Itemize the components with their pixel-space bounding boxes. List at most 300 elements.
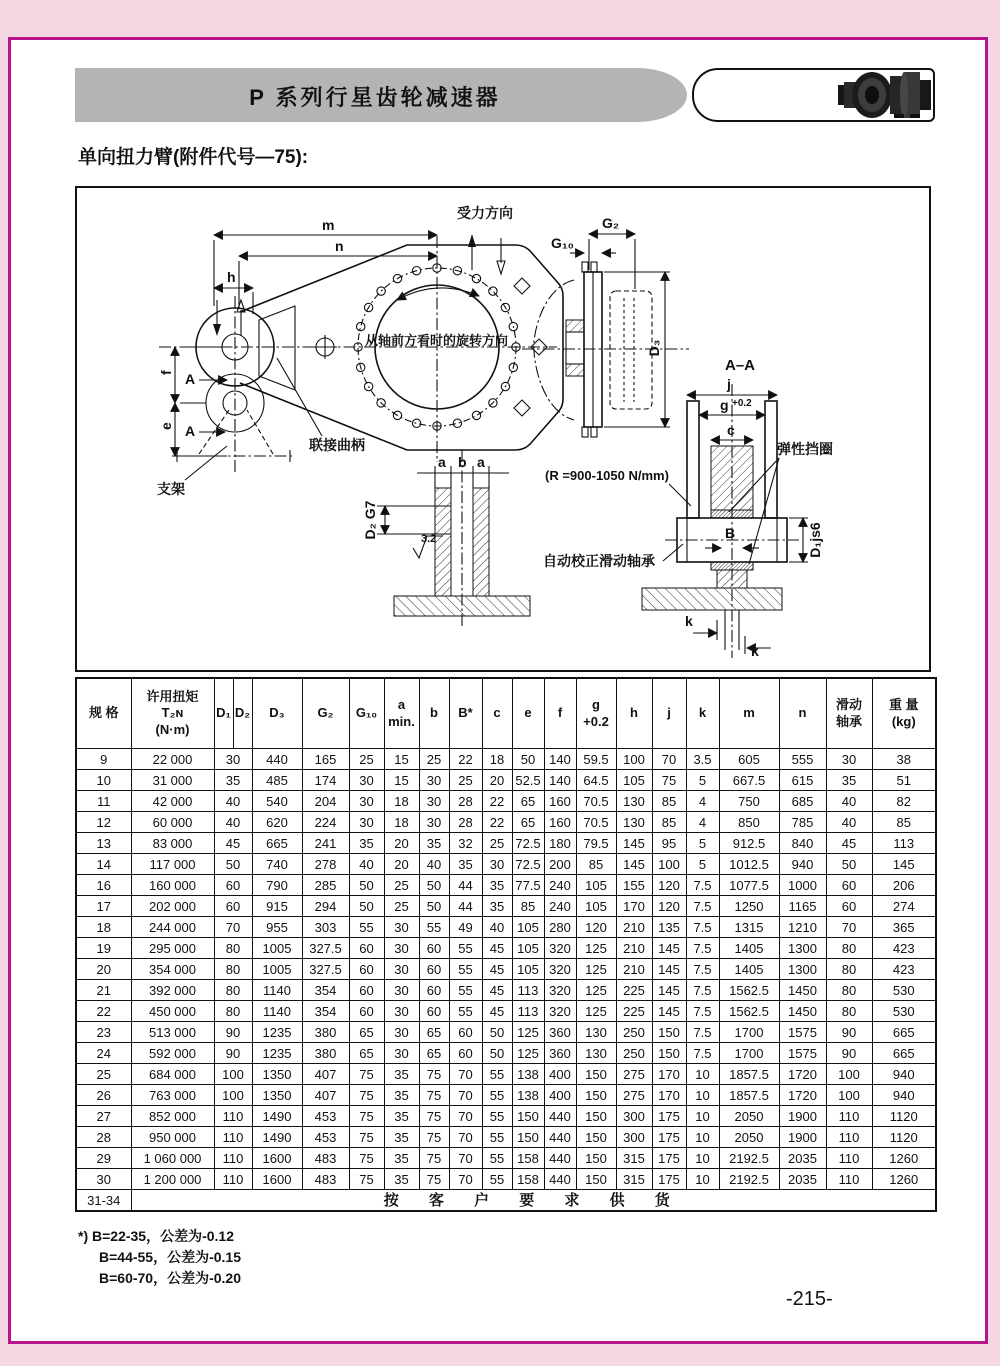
cell: 60: [449, 1043, 482, 1064]
cell: 206: [872, 875, 936, 896]
cell: 407: [302, 1085, 349, 1106]
cell: 240: [544, 896, 576, 917]
table-row: [76, 749, 936, 770]
cell: 423: [872, 938, 936, 959]
cell: 145: [652, 938, 686, 959]
cell: 30: [482, 854, 512, 875]
cell: 65: [349, 1043, 384, 1064]
dim-label-j: j: [727, 376, 731, 392]
cell: 75: [419, 1064, 449, 1085]
bracket-label: 支架: [157, 481, 185, 497]
cell: 110: [214, 1106, 252, 1127]
cell: 35: [384, 1064, 419, 1085]
table-row: [76, 770, 936, 791]
cell: 70: [652, 749, 686, 770]
cell: 150: [652, 1022, 686, 1043]
cell: 150: [512, 1127, 544, 1148]
table-row: [76, 938, 936, 959]
cell: 2192.5: [719, 1148, 779, 1169]
cell: 1 200 000: [131, 1169, 214, 1190]
cell: 22 000: [131, 749, 214, 770]
cell: 55: [482, 1106, 512, 1127]
cell: 145: [652, 959, 686, 980]
cell: 1300: [779, 959, 826, 980]
table-row: [76, 896, 936, 917]
cell: 30: [349, 812, 384, 833]
cell: 555: [779, 749, 826, 770]
cell: 110: [826, 1169, 872, 1190]
cell: 26: [76, 1085, 131, 1106]
cell: 1120: [872, 1127, 936, 1148]
cell: 483: [302, 1169, 349, 1190]
cell: 20: [384, 854, 419, 875]
cell: 85: [872, 812, 936, 833]
cell: 50: [349, 896, 384, 917]
cell: 1720: [779, 1085, 826, 1106]
cell: 1140: [252, 980, 302, 1001]
cell: 1562.5: [719, 1001, 779, 1022]
cell: 100: [616, 749, 652, 770]
cell: 4: [686, 812, 719, 833]
cell: 85: [652, 791, 686, 812]
cell: 35: [384, 1127, 419, 1148]
cell: 72.5: [512, 833, 544, 854]
table-row: [76, 875, 936, 896]
cell: 105: [576, 896, 616, 917]
cell: 10: [686, 1064, 719, 1085]
cell: 360: [544, 1022, 576, 1043]
column-header: G₁₀: [349, 678, 384, 749]
dim-label-g: g: [720, 397, 729, 413]
cell: 55: [349, 917, 384, 938]
column-header: g +0.2: [576, 678, 616, 749]
cell: 45: [482, 959, 512, 980]
cell: 1405: [719, 938, 779, 959]
technical-diagram: [77, 188, 929, 670]
cell: 60: [349, 1001, 384, 1022]
cell: 35: [449, 854, 482, 875]
cell: 210: [616, 938, 652, 959]
surface-finish-value: 3.2: [421, 533, 437, 545]
cell: 75: [419, 1085, 449, 1106]
cell: 240: [544, 875, 576, 896]
rotation-direction-note: 从轴前方看时的旋转方向: [365, 333, 509, 348]
cell: 1165: [779, 896, 826, 917]
cell: 145: [652, 980, 686, 1001]
page-header: [75, 68, 935, 122]
cell: 35: [826, 770, 872, 791]
cell: 1120: [872, 1106, 936, 1127]
cell: 1000: [779, 875, 826, 896]
cell: 35: [214, 770, 252, 791]
table-row: [76, 1127, 936, 1148]
cell: 60: [349, 980, 384, 1001]
cell: 23: [76, 1022, 131, 1043]
cell: 241: [302, 833, 349, 854]
cell: 35: [349, 833, 384, 854]
cell: 51: [872, 770, 936, 791]
cell: 940: [872, 1064, 936, 1085]
column-header: m: [719, 678, 779, 749]
cell: 130: [616, 812, 652, 833]
cell: 3.5: [686, 749, 719, 770]
cell: 150: [576, 1064, 616, 1085]
cell: 40: [349, 854, 384, 875]
pedestal-section: [362, 450, 530, 626]
cell: 55: [449, 959, 482, 980]
cell: 7.5: [686, 1043, 719, 1064]
cell: 852 000: [131, 1106, 214, 1127]
cell: 90: [826, 1022, 872, 1043]
cell: 365: [872, 917, 936, 938]
cell: 320: [544, 1001, 576, 1022]
cell: 31 000: [131, 770, 214, 791]
dim-label-g2: G₂: [602, 215, 620, 231]
cell: 50: [214, 854, 252, 875]
cell: 1900: [779, 1127, 826, 1148]
page-number: -215-: [786, 1288, 833, 1310]
dim-label-B: B: [725, 525, 736, 541]
table-row: [76, 1085, 936, 1106]
cell: 50: [482, 1022, 512, 1043]
cell: 60: [419, 1001, 449, 1022]
cell: 1350: [252, 1064, 302, 1085]
cell: 513 000: [131, 1022, 214, 1043]
cell: 140: [544, 770, 576, 791]
cell: 380: [302, 1043, 349, 1064]
cell: 113: [512, 1001, 544, 1022]
stiffness-note: (R =900-1050 N/mm): [545, 468, 669, 483]
cell: 160 000: [131, 875, 214, 896]
cell: 113: [872, 833, 936, 854]
cell: 30: [419, 791, 449, 812]
column-header: D₃: [252, 678, 302, 749]
dim-label-a-left: a: [438, 454, 446, 470]
cell: 1700: [719, 1022, 779, 1043]
section-mark-a-bottom: A: [185, 423, 196, 439]
section-a-a: [543, 357, 833, 659]
cell: 65: [419, 1022, 449, 1043]
cell: 60: [419, 980, 449, 1001]
footnote-line: B=44-55，公差为-0.15: [99, 1249, 242, 1265]
cell: 64.5: [576, 770, 616, 791]
cell: 70: [449, 1064, 482, 1085]
cell: 30: [349, 791, 384, 812]
cell: 400: [544, 1085, 576, 1106]
cell: 35: [384, 1106, 419, 1127]
spec-table: [75, 677, 937, 1212]
column-header: B*: [449, 678, 482, 749]
cell: 295 000: [131, 938, 214, 959]
cell: 150: [576, 1127, 616, 1148]
cell: 150: [576, 1085, 616, 1106]
cell: 120: [652, 896, 686, 917]
cell: 175: [652, 1148, 686, 1169]
cell: 300: [616, 1106, 652, 1127]
cell: 70: [449, 1106, 482, 1127]
cell: 5: [686, 854, 719, 875]
cell: 130: [616, 791, 652, 812]
cell: 16: [76, 875, 131, 896]
dim-label-k-right: k: [751, 643, 759, 659]
cell: 327.5: [302, 959, 349, 980]
cell: 105: [512, 938, 544, 959]
cell: 175: [652, 1169, 686, 1190]
cell: 18: [482, 749, 512, 770]
cell: 45: [214, 833, 252, 854]
cell: 30: [384, 917, 419, 938]
cell: 22: [449, 749, 482, 770]
footnotes: [78, 1226, 241, 1289]
cell: 1490: [252, 1106, 302, 1127]
cell: 665: [872, 1022, 936, 1043]
cell: 150: [512, 1106, 544, 1127]
page-title: P 系列行星齿轮减速器: [249, 85, 501, 110]
cell: 2050: [719, 1127, 779, 1148]
cell: 150: [576, 1148, 616, 1169]
cell: 30: [384, 1001, 419, 1022]
cell: 294: [302, 896, 349, 917]
cell: 80: [826, 959, 872, 980]
cell: 592 000: [131, 1043, 214, 1064]
cell: 30: [384, 1043, 419, 1064]
cell: 10: [686, 1127, 719, 1148]
cell: 28: [449, 791, 482, 812]
cell: 440: [544, 1127, 576, 1148]
cell: 605: [719, 749, 779, 770]
cell: 1140: [252, 1001, 302, 1022]
cell: 40: [214, 812, 252, 833]
cell: 1250: [719, 896, 779, 917]
elastic-ring-label: 弹性挡圈: [777, 441, 833, 457]
cell: 25: [449, 770, 482, 791]
cell: 72.5: [512, 854, 544, 875]
cell: 50: [419, 896, 449, 917]
cell: 45: [482, 1001, 512, 1022]
column-header: f: [544, 678, 576, 749]
cell: 1005: [252, 959, 302, 980]
cell: 80: [214, 1001, 252, 1022]
column-header: b: [419, 678, 449, 749]
cell: 77.5: [512, 875, 544, 896]
force-direction-label: 受力方向: [457, 205, 513, 221]
cell: 200: [544, 854, 576, 875]
cell: 354: [302, 980, 349, 1001]
cell: 125: [576, 1001, 616, 1022]
cell: 667.5: [719, 770, 779, 791]
cell: 60: [449, 1022, 482, 1043]
cell: 50: [419, 875, 449, 896]
cell: 620: [252, 812, 302, 833]
cell: 785: [779, 812, 826, 833]
cell: 423: [872, 959, 936, 980]
column-header: k: [686, 678, 719, 749]
cell: 280: [544, 917, 576, 938]
cell: 25: [419, 749, 449, 770]
cell: 80: [214, 959, 252, 980]
technical-diagram-box: [75, 186, 931, 672]
cell: 60: [826, 896, 872, 917]
cell: 35: [384, 1148, 419, 1169]
cell: 160: [544, 791, 576, 812]
cell: 60: [419, 938, 449, 959]
table-header-row: [76, 678, 936, 749]
cell: 354 000: [131, 959, 214, 980]
cell: 30: [384, 980, 419, 1001]
cell: 25: [384, 875, 419, 896]
cell: 75: [419, 1148, 449, 1169]
cell: 100: [214, 1085, 252, 1106]
footnote-line: *) B=22-35，公差为-0.12: [78, 1228, 235, 1244]
cell: 60: [349, 938, 384, 959]
cell: 22: [482, 791, 512, 812]
cell: 90: [214, 1022, 252, 1043]
cell: 174: [302, 770, 349, 791]
cell: 380: [302, 1022, 349, 1043]
cell: 138: [512, 1064, 544, 1085]
cell: 224: [302, 812, 349, 833]
cell: 1857.5: [719, 1064, 779, 1085]
column-header: 滑动 轴承: [826, 678, 872, 749]
cell: 35: [419, 833, 449, 854]
cell: 202 000: [131, 896, 214, 917]
cell: 125: [576, 959, 616, 980]
cell: 90: [826, 1043, 872, 1064]
table-row: [76, 1106, 936, 1127]
cell: 80: [214, 938, 252, 959]
cell: 40: [826, 812, 872, 833]
cell: 1857.5: [719, 1085, 779, 1106]
cell: 30: [419, 770, 449, 791]
cell: 10: [686, 1085, 719, 1106]
cell: 10: [686, 1148, 719, 1169]
cell: 44: [449, 875, 482, 896]
table-row: [76, 833, 936, 854]
cell: 685: [779, 791, 826, 812]
cell: 1315: [719, 917, 779, 938]
dim-label-g-tol: +0.2: [732, 398, 752, 409]
cell: 32: [449, 833, 482, 854]
cell: 13: [76, 833, 131, 854]
cell: 75: [419, 1169, 449, 1190]
cell: 170: [652, 1085, 686, 1106]
cell: 1900: [779, 1106, 826, 1127]
cell: 210: [616, 917, 652, 938]
cell: 28: [449, 812, 482, 833]
cell: 327.5: [302, 938, 349, 959]
cell: 30: [384, 1022, 419, 1043]
cell: 1490: [252, 1127, 302, 1148]
dim-label-n: n: [335, 238, 344, 254]
cell: 7.5: [686, 896, 719, 917]
cell: 65: [512, 812, 544, 833]
cell: 79.5: [576, 833, 616, 854]
cell: 15: [384, 749, 419, 770]
cell: 1235: [252, 1022, 302, 1043]
cell: 1235: [252, 1043, 302, 1064]
cell: 30: [826, 749, 872, 770]
cell: 25: [349, 749, 384, 770]
cell: 55: [482, 1085, 512, 1106]
table-row-custom-order: [76, 1190, 936, 1212]
side-view: [522, 215, 689, 437]
cell: 60: [214, 896, 252, 917]
cell: 105: [616, 770, 652, 791]
cell: 155: [616, 875, 652, 896]
cell: 11: [76, 791, 131, 812]
cell: 1005: [252, 938, 302, 959]
cell: 55: [482, 1169, 512, 1190]
cell: 70: [449, 1169, 482, 1190]
cell: 145: [616, 833, 652, 854]
cell: 40: [419, 854, 449, 875]
cell: 2192.5: [719, 1169, 779, 1190]
cell: 40: [214, 791, 252, 812]
cell: 170: [616, 896, 652, 917]
cell: 4: [686, 791, 719, 812]
cell: 170: [652, 1064, 686, 1085]
cell: 1450: [779, 980, 826, 1001]
cell: 7.5: [686, 917, 719, 938]
column-header: D₂: [233, 678, 252, 749]
cell: 453: [302, 1106, 349, 1127]
cell: 740: [252, 854, 302, 875]
cell: 82: [872, 791, 936, 812]
cell: 21: [76, 980, 131, 1001]
cell: 940: [872, 1085, 936, 1106]
cell: 100: [826, 1085, 872, 1106]
cell: 1012.5: [719, 854, 779, 875]
cell: 7.5: [686, 875, 719, 896]
cell: 407: [302, 1064, 349, 1085]
cell: 40: [826, 791, 872, 812]
cell: 7.5: [686, 1001, 719, 1022]
cell: 50: [512, 749, 544, 770]
cell: 70.5: [576, 791, 616, 812]
cell: 150: [652, 1043, 686, 1064]
cell: 138: [512, 1085, 544, 1106]
cell: 392 000: [131, 980, 214, 1001]
cell: 130: [576, 1022, 616, 1043]
plan-view: [157, 205, 563, 497]
cell: 120: [576, 917, 616, 938]
cell: 483: [302, 1148, 349, 1169]
cell: 105: [512, 959, 544, 980]
cell: 1 060 000: [131, 1148, 214, 1169]
cell: 354: [302, 1001, 349, 1022]
cell: 30: [76, 1169, 131, 1190]
cell: 45: [826, 833, 872, 854]
cell: 10: [686, 1106, 719, 1127]
cell: 18: [384, 791, 419, 812]
cell: 158: [512, 1148, 544, 1169]
cell: 440: [252, 749, 302, 770]
cell: 2035: [779, 1148, 826, 1169]
cell: 80: [826, 938, 872, 959]
cell: 14: [76, 854, 131, 875]
cell: 440: [544, 1148, 576, 1169]
cell: 18: [76, 917, 131, 938]
column-header: 许用扭矩 T₂ɴ (N·m): [131, 678, 214, 749]
cell: 25: [384, 896, 419, 917]
cell: 360: [544, 1043, 576, 1064]
cell: 320: [544, 938, 576, 959]
cell: 2035: [779, 1169, 826, 1190]
cell: 530: [872, 1001, 936, 1022]
cell: 19: [76, 938, 131, 959]
cell: 100: [652, 854, 686, 875]
cell: 150: [576, 1169, 616, 1190]
